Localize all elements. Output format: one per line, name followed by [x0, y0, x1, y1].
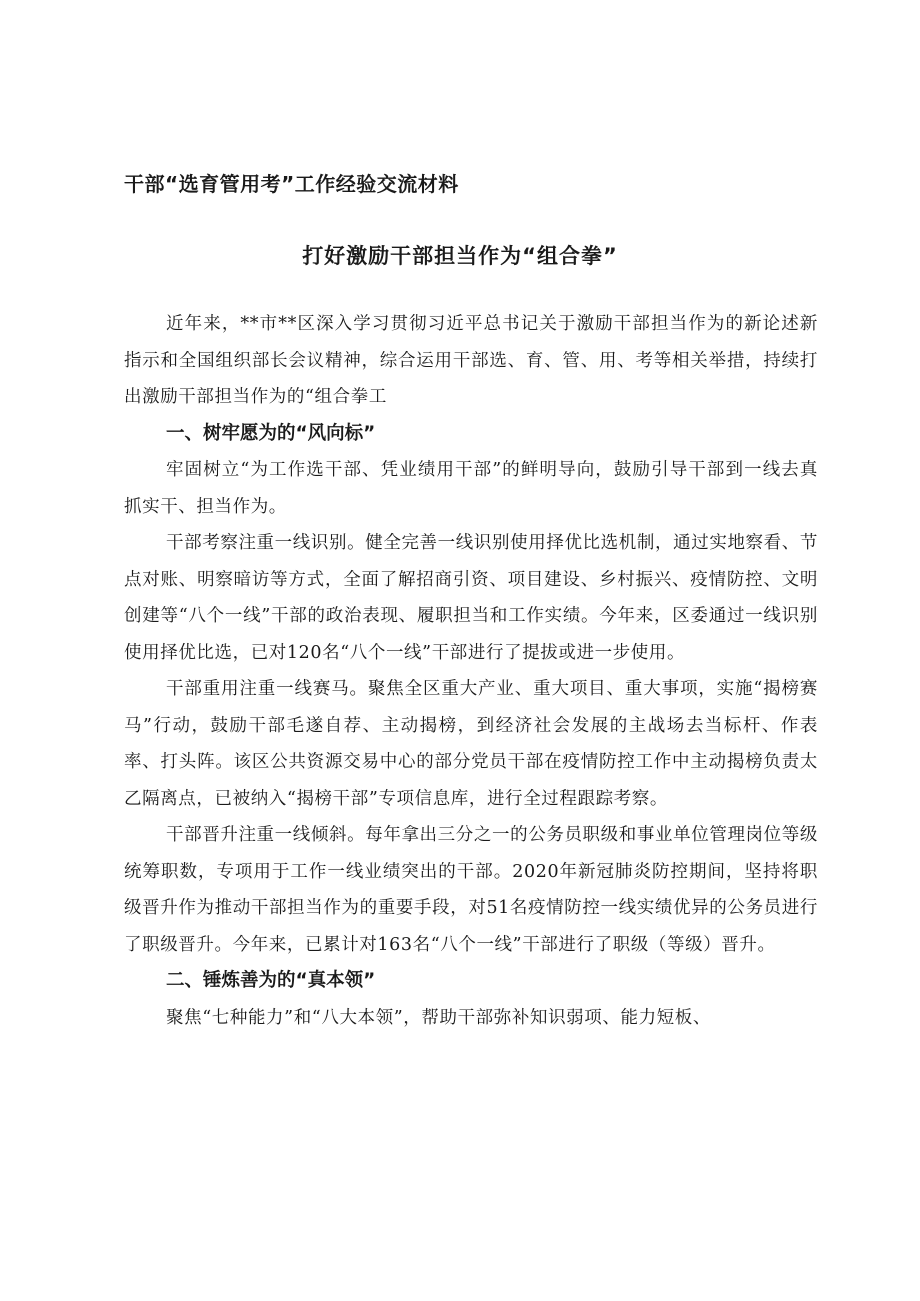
section-1-paragraph: 干部考察注重一线识别。健全完善一线识别使用择优比选机制，通过实地察看、节点对账、明察暗访等方式，全面了解招商引资、项目建设、乡村振兴、疫情防控、文明创建等“八个一线”干部的政治表现、履职担当和工作实绩。今年来，区委通过一线识别使用择优比选，已对120名“八个一线”干部进行了提拔或进一步使用。: [124, 533, 818, 663]
article-body: [124, 306, 818, 1036]
section-1-paragraph: 干部重用注重一线赛马。聚焦全区重大产业、重大项目、重大事项，实施“揭榜赛马”行动，鼓励干部毛遂自荐、主动揭榜，到经济社会发展的主战场去当标杆、作表率、打头阵。该区公共资源交易中心的部分党员干部在疫情防控工作中主动揭榜负责太乙隔离点，已被纳入“揭榜干部”专项信息库，进行全过程跟踪考察。: [124, 679, 818, 809]
section-2-paragraph: 聚焦“七种能力”和“八大本领”，帮助干部弥补知识弱项、能力短板、: [166, 1007, 711, 1028]
article-title: 打好激励干部担当作为“组合拳”: [302, 244, 618, 268]
section-1-heading: 一、树牢愿为的“风向标”: [166, 422, 376, 444]
section-1-paragraph: 干部晋升注重一线倾斜。每年拿出三分之一的公务员职级和事业单位管理岗位等级统筹职数，专项用于工作一线业绩突出的干部。2020年新冠肺炎防控期间，坚持将职级晋升作为推动干部担当作为的重要手段，对51名疫情防控一线实绩优异的公务员进行了职级晋升。今年来，已累计对163名“八个一线”干部进行了职级（等级）晋升。: [124, 825, 818, 955]
section-1-paragraph: 牢固树立“为工作选干部、凭业绩用干部”的鲜明导向，鼓励引导干部到一线去真抓实干、担当作为。: [124, 460, 818, 517]
document-header-title: 干部“选育管用考”工作经验交流材料: [124, 172, 459, 196]
section-2-heading: 二、锤炼善为的“真本领”: [166, 970, 376, 991]
intro-paragraph: 近年来，**市**区深入学习贯彻习近平总书记关于激励干部担当作为的新论述新指示和全国组织部长会议精神，综合运用干部选、育、管、用、考等相关举措，持续打出激励干部担当作为的“组合拳工: [124, 314, 818, 407]
